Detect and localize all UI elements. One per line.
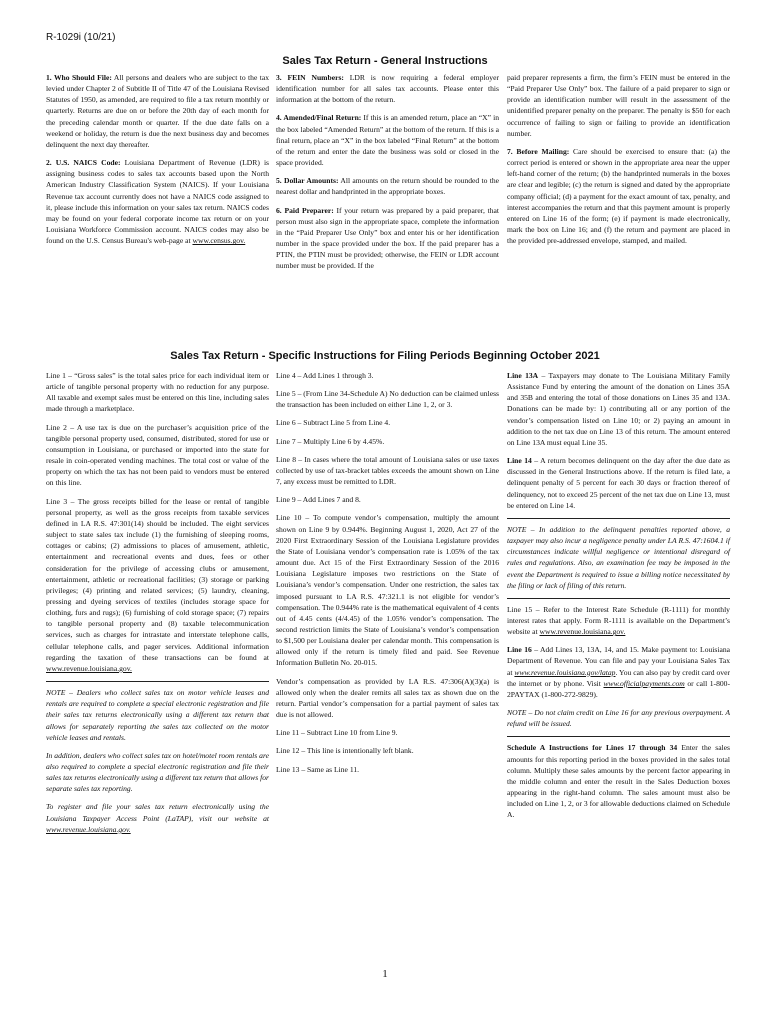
line-text: – Add Lines 7 and 8. [297, 495, 361, 505]
general-item-3 [276, 72, 499, 105]
latap-link[interactable]: www.revenue.louisiana.gov. [46, 824, 131, 834]
line-15-box [507, 598, 730, 730]
line-text: – In cases where the total amount of Louisiana sales or use taxes collected by use of tax-bracket tables exceeds the amount shown on Line 7, any excess must be remitted to LDR. [276, 454, 499, 487]
motor-vehicle-note: NOTE – Dealers who collect sales tax on motor vehicle leases and rentals are required to complete a special electronic registration and file their sales tax returns electronically using a different tax return that allows for separately reporting the sales tax collected on the motor vehicle leases and rentals. [46, 688, 269, 742]
item-label: 6. Paid Preparer: [276, 205, 334, 215]
line-text: – Subtract Line 10 from Line 9. [301, 728, 398, 738]
latap-note [46, 801, 269, 834]
line-text: – Taxpayers may donate to The Louisiana Military Family Assistance Fund by entering the amount of the donation on Lines 35A and 35B and entering the total of those donations on Lines 35 and 13A. Donations can be made by: 1) contributing all or any portion of the vendor’s compensation listed on Line 10; or 2) paying an amount in addition to the net tax due on Line 13 of this return. The amount entered on Line 13A must equal Line 35. [507, 371, 731, 447]
line-10-instruction [276, 512, 499, 668]
line-3-instruction [46, 496, 269, 675]
penalty-note-box [507, 518, 730, 591]
line-text: – This line is intentionally left blank. [301, 746, 414, 756]
general-item-2 [46, 157, 269, 246]
line-label: Line 13A [507, 371, 539, 380]
line-label: Line 6 [276, 418, 296, 428]
line-label: Line 2 [46, 422, 67, 432]
line-8-instruction [276, 454, 499, 487]
item-label: 7. Before Mailing: [507, 146, 570, 156]
line-text: – (From Line 34-Schedule A) No deduction can be claimed unless the transaction has been included on either Line 1, 2, or 3. [276, 389, 499, 410]
line-text: – A use tax is due on the purchaser’s acquisition price of the tangible personal property used, consumed, distributed, stored for use or consumption in Louisiana, or purchased or imported into the state for resale in coin-operated vending machines. The total cost or value of the property on which the tax has not been paid to vendors must be entered on this line. [46, 422, 269, 488]
revenue-website-link[interactable]: www.revenue.louisiana.gov. [539, 627, 626, 637]
page-number: 1 [382, 968, 388, 980]
line-1-instruction [46, 370, 269, 415]
latap-payment-link[interactable]: www.revenue.louisiana.gov/latap [514, 667, 616, 677]
line-text: – A return becomes delinquent on the day after the due date as discussed in the General Instructions above. If the return is filed late, a delinquent penalty of 5 percent for each 30 days or fraction thereof of delinquency, not to exceed 25 percent of the net tax due on Line 13, must be entered on Line 14. [507, 456, 730, 510]
line-9-instruction [276, 494, 499, 505]
line-5-instruction [276, 388, 499, 410]
item-label: 3. FEIN Numbers: [276, 73, 344, 82]
line-11-instruction [276, 727, 499, 738]
line-label: Line 16 [507, 645, 532, 655]
item-text: LDR is now requiring a federal employer identification number for all sales tax accounts. Please enter this information at the bottom of the return. [276, 73, 499, 105]
schedule-a-heading: Schedule A Instructions for Lines 17 through 34 [507, 743, 678, 753]
line-label: Line 9 [276, 495, 296, 505]
line-label: Line 4 [276, 371, 296, 380]
line-label: Line 12 [276, 746, 300, 756]
line-label: Line 1 [46, 371, 66, 380]
line-text: – Add Lines 13, 13A, 14, and 15. Make payment to: Louisiana Department of Revenue. You can file and pay your Louisiana Sales Tax at [507, 645, 730, 677]
line-label: Line 8 [276, 454, 296, 464]
general-item-4 [276, 112, 499, 168]
line-label: Line 14 [507, 456, 532, 466]
schedule-a-instruction [507, 742, 730, 820]
specific-col-3 [507, 370, 730, 827]
line-text-2: . You can also pay by credit card over the internet or by phone. Visit [507, 667, 730, 688]
latap-note-text: To register and file your sales tax return electronically using the Louisiana Taxpayer Access Point (LaTAP), visit our website at [46, 802, 269, 823]
general-col-1 [46, 72, 269, 253]
line-text: – Multiply Line 6 by 4.45%. [297, 436, 385, 446]
item-label: 1. Who Should File: [46, 73, 112, 82]
line-text: – The gross receipts billed for the lease or rental of tangible personal property, as well as the gross receipts from taxable services defined in LA R.S. 47:301(14) should be included. The eight services subject to state sales tax include (1) the furnishing of sleeping rooms, cottages or cabins; (2) admissions to places of amusement, athletic, entertainment and recreational events and dues, fees or other consideration for the privilege of accessing clubs or amusement, entertainment, athletic or recreational facilities; (3) storage or parking privileges; (4) printing and related services; (5) laundry, cleaning, pressing and dyeing services of textiles (includes storage space for clothing, furs and rugs); (6) furnishing of cold storage space; (7) repairs to tangible personal property and (8) taxable telecommunication services, such as charges for intrastate and interstate telephone calls, cellular telephone calls, and pager services. Additional information regarding the taxation of these transactions can be found at [46, 496, 269, 662]
line-7-instruction [276, 436, 499, 447]
specific-instructions-title: Sales Tax Return - Specific Instructions for Filing Periods Beginning October 2021 [170, 350, 600, 362]
item-text: Louisiana Department of Revenue (LDR) is assigning business codes to sales tax accounts based upon the North American Industry Classification System (NAICS). If your Louisiana Revenue tax account currently does not have a NAICS code assigned to it, please include this information on your sales tax return. NAICS codes may be found on your federal corporate income tax return or on your Louisiana Workforce Commission account. NAICS codes may also be found on the U.S. Census Bureau's web-page at [46, 158, 270, 246]
line-text: – “Gross sales” is the total sales price for each individual item or article of tangible personal property with no reduction for any purpose. All taxable and exempt sales must be entered on this line, including sales made through a marketplace. [46, 371, 269, 414]
schedule-a-box [507, 736, 730, 820]
specific-col-2 [276, 370, 499, 782]
general-item-7 [507, 146, 730, 246]
line-text-3: or call 1-800-2PAYTAX (1-800-272-9829). [507, 678, 731, 699]
line-label: Line 5 [276, 389, 296, 399]
item-text: All persons and dealers who are subject to the tax levied under Chapter 2 of Subtitle II of Title 47 of the Louisiana Revised Statutes of 1950, as amended, are required to file a tax return monthly or quarterly. Returns are due on or before the 20th day of each month for the preceding calendar month or quarter. If the due date falls on a weekend or holiday, the return is due the next business day and becomes delinquent the next day thereafter. [46, 73, 269, 149]
line-14-instruction [507, 455, 730, 511]
line-label: Line 15 [507, 604, 533, 614]
general-item-1 [46, 72, 269, 150]
line-label: Line 10 [276, 513, 302, 523]
general-instructions-title: Sales Tax Return - General Instructions [282, 55, 488, 67]
line-12-instruction [276, 745, 499, 756]
line-16-instruction [507, 644, 730, 700]
form-number: R-1029i (10/21) [46, 32, 116, 43]
item-text: Care should be exercised to ensure that: (a) the correct period is entered or shown in the appropriate area near the upper left-hand corner of the return; (b) the handprinted numerals in the boxes are clear and legible; (c) the return is signed and dated by the appropriate company official; (d) a payment for the exact amount of tax, penalty, and interest accompanies the return and that this payment amount is properly entered on Line 16 of the form; (e) if payment is made electronically, mark the box on Line 16; and (f) the return and payment are placed in the provided pre-addressed envelope, stamped, and mailed. [507, 146, 730, 246]
line-text: – Subtract Line 5 from Line 4. [297, 418, 391, 428]
item-label: 5. Dollar Amounts: [276, 176, 339, 186]
general-col-2 [276, 72, 499, 279]
penalty-note: NOTE – In addition to the delinquent penalties reported above, a taxpayer may also incur a negligence penalty under LA R.S. 47:1604.1 if circumstances indicate willful negligence or intentional disregard of rules and regulations. Also, an examination fee may be imposed in the event the Department is required to issue a billing notice necessitated by the filing or lack of filing of this return. [507, 524, 730, 590]
schedule-a-text: Enter the sales amounts for this reporting period in the boxes provided in the sales total column. Multiply these sales amounts by the percent factor appearing in the middle column and enter the result in the Sales Deduction boxes appearing in the right-hand column. The sales amount must also be included on Line 1, 2, or 3 for allowable deductions claimed on Schedule A. [507, 743, 730, 820]
line-15-instruction [507, 604, 730, 637]
census-link[interactable]: www.census.gov. [192, 236, 246, 246]
vendor-compensation-text: Vendor’s compensation as provided by LA R.S. 47:306(A)(3)(a) is allowed only when the dealer remits all sales tax as shown due on the return. Partial vendor’s compensation for a partial payment of sales tax due is not allowed. [276, 676, 499, 720]
line-text: – Refer to the Interest Rate Schedule (R-1111) for monthly interest rates that apply. Form R-1111 is available on the Department’s website at [507, 604, 730, 637]
line-text: – Same as Line 11. [301, 764, 360, 774]
line-4-instruction [276, 370, 499, 381]
item-label: 4. Amended/Final Return: [276, 113, 362, 123]
general-item-6-cont [507, 72, 730, 139]
item-text: All amounts on the return should be rounded to the nearest dollar and handprinted in the appropriate boxes. [276, 176, 500, 197]
hotel-note: In addition, dealers who collect sales tax on hotel/motel room rentals are also required to complete a special electronic registration and file their sales tax returns electronically using a different tax return that allows for separate sales tax reporting. [46, 750, 269, 794]
item-text: paid preparer represents a firm, the firm’s FEIN must be entered in the “Paid Preparer Use Only” box. The failure of a paid preparer to sign or provide an identification number will result in the assessment of the unidentified preparer penalty on the preparer. The penalty is $50 for each occurrence of failing to sign or failing to provide an identification number. [507, 73, 730, 138]
general-col-3 [507, 72, 730, 253]
revenue-link[interactable]: www.revenue.louisiana.gov. [46, 663, 132, 673]
line-label: Line 13 [276, 764, 300, 774]
line-2-instruction [46, 422, 269, 489]
line-label: Line 11 [276, 728, 300, 738]
motor-vehicle-note-box [46, 681, 269, 835]
line-13a-instruction [507, 370, 730, 448]
credit-note: NOTE – Do not claim credit on Line 16 for any previous overpayment. A refund will be issued. [507, 708, 730, 729]
line-6-instruction [276, 417, 499, 428]
general-item-5 [276, 175, 499, 197]
general-item-6 [276, 205, 499, 272]
specific-col-1 [46, 370, 269, 842]
item-label: 2. U.S. NAICS Code: [46, 158, 121, 168]
line-text: – To compute vendor’s compensation, multiply the amount shown on Line 9 by 0.944%. Beginning August 1, 2020, Act 27 of the 2020 First Extraordinary Session of the Louisiana Legislature provides the State of Louisiana vendor’s compensation rate is 1.05% of the tax amount due. Act 15 of the First Extraordinary Session of the 2016 Louisiana Legislature imposes two restrictions on the State of Louisiana’s vendor’s compensation. Under one restriction, the sales tax imposed pursuant to LA R.S. 47:321.1 is not eligible for vendor’s compensation. The 0.944% rate is the mathematical equivalent of 4 cents out of 4.45 cents (4/4.45) of the 1.05% vendor’s compensation. The second restriction limits the State of Louisiana’s vendor’s compensation to $1,500 per Louisiana dealer per calendar month. This compensation is allowed only if the return is timely filed and paid. See Revenue Information Bulletin No. 20-015. [276, 513, 499, 668]
line-13-instruction [276, 764, 499, 775]
item-text: If this is an amended return, place an “X” in the box labeled “Amended Return” at the bottom of the return. If this is a final return, place an “X” in the box labeled “Final Return” at the bottom of the return and enter the date the business was sold or closed in the space provided. [276, 113, 499, 168]
item-text: If your return was prepared by a paid preparer, that person must also sign in the appropriate space, complete the information in the “Paid Preparer Use Only” box and enter his or her identification number in the space provided under the box. If the paid preparer has a PTIN, the PTIN must be provided; otherwise, the FEIN or LDR account number must be provided. If the [276, 205, 499, 271]
line-label: Line 7 [276, 436, 296, 446]
line-label: Line 3 [46, 496, 68, 506]
line-text: – Add Lines 1 through 3. [297, 371, 374, 380]
official-payments-link[interactable]: www.officialpayments.com [603, 678, 685, 688]
